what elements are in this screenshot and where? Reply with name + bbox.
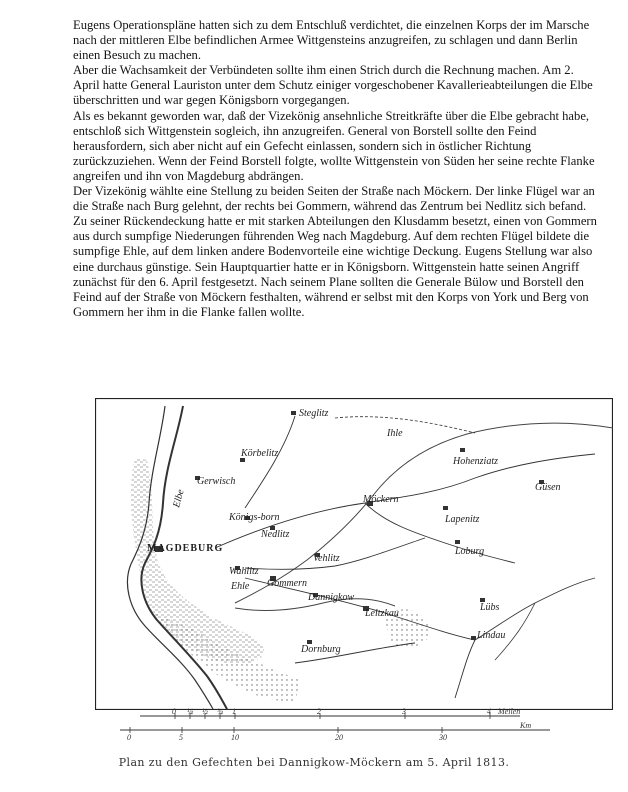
paragraph-4: Der Vizekönig wählte eine Stellung zu beiden Seiten der Straße nach Möckern. Der linke Flügel war an die Straße nach Burg gelehnt, der rechts bei Gommern, während das Zentrum bei Nedlitz sich befand. Zu seiner Rückendeckung hatte er mit starken Abteilungen den Klusdamm besetzt, einen von Gommern aus durch sumpfige Niederungen führenden Weg nach Magdeburg. Auf dem rechten Flügel bildete die sumpfige Ehle, auf dem linken andere Bodenvorteile eine wichtige Deckung. Eugens Stellung war also eine durchaus günstige. Sein Hauptquartier hatte er in Königsborn. Wittgenstein hatte seinen Angriff zunächst für den 6. April festgesetzt. Nach seinem Plane sollten die Generale Bülow und Borstell den Feind auf der Straße von Möckern festhalten, während er selbst mit den Korps von York und Berg von Gommern her ihm in die Flanke fallen wollte. [73, 184, 597, 319]
label-moeckern: Möckern [363, 494, 399, 505]
label-loburg: Loburg [455, 546, 485, 557]
label-dannigkow: Dannigkow [308, 592, 355, 603]
map-scale-drawing [120, 706, 550, 742]
label-lindau: Lindau [477, 630, 506, 641]
label-ihle: Ihle [387, 428, 403, 439]
scale-top-tick-label: ½ [202, 707, 208, 716]
map-scale [120, 706, 550, 742]
scale-bottom-ticks [127, 727, 447, 742]
battle-map-drawing [95, 398, 613, 710]
scale-top-unit: Meilen [498, 707, 521, 716]
scale-top-tick-label: 0 [172, 707, 176, 716]
label-magdeburg: MAGDEBURG [147, 543, 224, 554]
scale-top-tick-label: 1 [232, 707, 236, 716]
road-steglitz [245, 416, 295, 508]
label-gommern: Gommern [267, 578, 307, 589]
road-north [335, 417, 475, 433]
scale-top-tick-label: ¼ [187, 707, 193, 716]
scale-bottom-tick-label: 30 [439, 733, 447, 742]
map-caption: Plan zu den Gefechten bei Dannigkow-Möckern am 5. April 1813. [118, 756, 510, 769]
scale-bottom-tick-label: 10 [231, 733, 239, 742]
scale-bottom-tick-label: 20 [335, 733, 343, 742]
paragraph-3: Als es bekannt geworden war, daß der Vizekönig ansehnliche Streitkräfte über die Elbe gebracht habe, entschloß sich Wittgenstein sogleich, ihn anzugreifen. General von Borstell sollte den Feind herausfordern, sich aber nicht auf ein Gefecht einlassen, sondern sich in östlicher Richtung zurückzuziehen. Wenn der Feind Borstell folgte, wollte Wittgenstein von Süden her seine rechte Flanke angreifen und ihn von Magdeburg abdrängen. [73, 108, 595, 183]
label-lubs: Lübs [480, 602, 500, 613]
label-dornburg: Dornburg [301, 644, 341, 655]
scale-bottom-tick-label: 5 [179, 733, 183, 742]
label-koerbelitz: Körbelitz [241, 448, 279, 459]
scale-bottom-unit: Km [520, 721, 532, 730]
scale-top-tick-label: 2 [317, 707, 321, 716]
paragraph-1: Eugens Operationspläne hatten sich zu dem Entschluß verdichtet, die einzelnen Korps der im Marsche nach der mittleren Elbe befindlichen Armee Wittgensteins anzugreifen, zu schlagen und dann Berlin einen Besuch zu machen. [73, 18, 590, 63]
label-koenigsborn: Königs-born [229, 512, 280, 523]
ihle-stream [235, 423, 613, 603]
label-lapenitz: Lapenitz [445, 514, 480, 525]
scale-top-tick-label: ¾ [217, 707, 223, 716]
label-steglitz: Steglitz [299, 408, 329, 419]
label-gerwisch: Gerwisch [197, 476, 236, 487]
scale-top-tick-label: 4 [487, 707, 491, 716]
label-elbe: Elbe [171, 488, 187, 509]
label-nedlitz: Nedlitz [261, 529, 290, 540]
battle-map [95, 398, 613, 710]
road-south [455, 640, 475, 698]
label-leitzkau: Leitzkau [365, 608, 399, 619]
paragraph-2: Aber die Wachsamkeit der Verbündeten sollte ihm einen Strich durch die Rechnung machen. Am 2. April hatte General Lauriston unter dem Schutz einiger vorgeschobener Kavallerieabteilungen die Elbe überschritten und war gegen Königsborn vorgegangen. [73, 63, 593, 108]
label-wahlitz: Wahlitz [229, 566, 259, 577]
scale-top-ticks [172, 707, 491, 719]
scale-top-tick-label: 3 [402, 707, 406, 716]
label-hohenziatz: Hohenziatz [453, 456, 498, 467]
scale-bottom-tick-label: 0 [127, 733, 131, 742]
label-ehle: Ehle [231, 581, 250, 592]
label-vehlitz: Vehlitz [313, 553, 340, 564]
label-guesen: Güsen [535, 482, 561, 493]
body-text [73, 18, 599, 320]
road-loburg [365, 503, 515, 563]
